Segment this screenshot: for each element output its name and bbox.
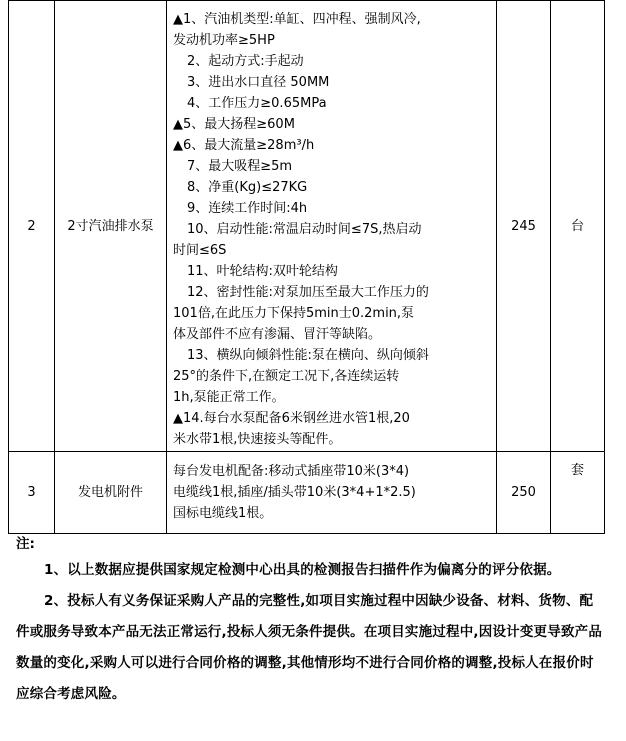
spec-line: ▲5、最大扬程≥60M xyxy=(173,117,295,132)
spec-line: 国标电缆线1根。 xyxy=(173,506,273,521)
spec-line: 25°的条件下,在额定工况下,各连续运转 xyxy=(173,369,400,384)
spec-line: 体及部件不应有渗漏、冒汗等缺陷。 xyxy=(173,327,382,342)
spec-line: 1h,泵能正常工作。 xyxy=(173,390,285,405)
spec-line: 101倍,在此压力下保持5min士0.2min,泵 xyxy=(173,306,415,321)
spec-line: 8、净重(Kg)≤27KG xyxy=(187,180,308,195)
quantity: 250 xyxy=(497,452,551,534)
quantity: 245 xyxy=(497,1,551,452)
spec-line: 3、进出水口直径 50MM xyxy=(187,75,330,90)
row-number: 2 xyxy=(9,1,55,452)
note-item: 1、以上数据应提供国家规定检测中心出具的检测报告扫描件作为偏离分的评分依据。 xyxy=(44,562,561,578)
spec-line: 13、横纵向倾斜性能:泵在横向、纵向倾斜 xyxy=(187,348,429,363)
spec-line: 9、连续工作时间:4h xyxy=(187,201,308,216)
spec-line: ▲1、汽油机类型:单缸、四冲程、强制风冷, xyxy=(173,12,421,27)
notes-section xyxy=(16,533,606,710)
spec-line: 12、密封性能:对泵加压至最大工作压力的 xyxy=(187,285,429,300)
row-number: 3 xyxy=(9,452,55,534)
unit: 台 xyxy=(551,1,605,452)
notes-title: 注: xyxy=(16,536,35,552)
spec-line: ▲6、最大流量≥28m³/h xyxy=(173,138,315,153)
spec-line: 7、最大吸程≥5m xyxy=(187,159,293,174)
spec-line: 米水带1根,快速接头等配件。 xyxy=(173,432,342,447)
spec-line: 4、工作压力≥0.65MPa xyxy=(187,96,327,111)
table-row xyxy=(9,452,605,534)
spec-line: 时间≤6S xyxy=(173,243,227,258)
unit: 套 xyxy=(551,452,605,534)
spec-list xyxy=(167,1,497,452)
product-name: 2寸汽油排水泵 xyxy=(55,1,167,452)
spec-line: ▲14.每台水泵配备6米钢丝进水管1根,20 xyxy=(173,411,410,426)
product-name: 发电机附件 xyxy=(55,452,167,534)
spec-line: 每台发电机配备:移动式插座带10米(3*4) xyxy=(173,464,410,479)
spec-line: 2、起动方式:手起动 xyxy=(187,54,304,69)
spec-line: 10、启动性能:常温启动时间≤7S,热启动 xyxy=(187,222,422,237)
spec-line: 电缆线1根,插座/插头带10米(3*4+1*2.5) xyxy=(173,485,416,500)
note-item: 2、投标人有义务保证采购人产品的完整性,如项目实施过程中因缺少设备、材料、货物、配件或服务导致本产品无法正常运行,投标人须无条件提供。在项目实施过程中,因设计变更导致产品数量的变化,采购人可以进行合同价格的调整,其他情形均不进行合同价格的调整,投标人在报价时应综合考虑风险。 xyxy=(16,593,603,702)
spec-table xyxy=(8,0,605,534)
table-row xyxy=(9,1,605,452)
spec-line: 发动机功率≥5HP xyxy=(173,33,275,48)
spec-list xyxy=(167,452,497,534)
spec-line: 11、叶轮结构:双叶轮结构 xyxy=(187,264,338,279)
